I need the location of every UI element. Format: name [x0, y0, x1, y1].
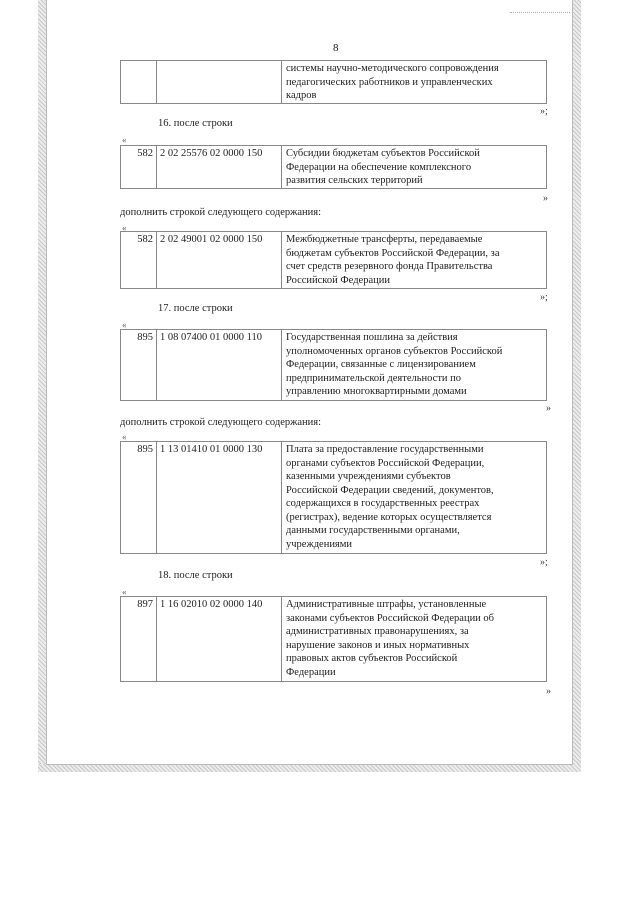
- row-code: [121, 61, 157, 103]
- table-row: [120, 231, 547, 289]
- row-kbk: [157, 61, 282, 103]
- description-line: уполномоченных органов субъектов Российской: [286, 345, 503, 357]
- page-shadow-bottom: [38, 764, 581, 772]
- description-line: (регистрах), ведение которых осуществляется: [286, 511, 492, 523]
- row-description: [282, 442, 546, 553]
- row-description: [282, 61, 546, 103]
- description-line: Федерации, связанные с лицензированием: [286, 359, 476, 370]
- description-line: управлению многоквартирными домами: [286, 386, 467, 397]
- closing-quote: »;: [540, 292, 548, 303]
- row-description: [282, 597, 546, 681]
- description-line: предпринимательской деятельности по: [286, 372, 462, 384]
- description-line: Плата за предоставление государственными: [286, 444, 484, 455]
- description-line: казенными учреждениями субъектов: [286, 471, 451, 482]
- opening-quote: «: [122, 587, 127, 597]
- table-row: [120, 60, 547, 104]
- description-line: законами субъектов Российской Федерации об: [286, 612, 495, 624]
- row-code: 582: [121, 232, 157, 288]
- description-line: Субсидии бюджетам субъектов Российской: [286, 148, 480, 159]
- opening-quote: «: [122, 135, 127, 145]
- description-line: органами субъектов Российской Федерации,: [286, 457, 485, 469]
- description-line: Государственная пошлина за действия: [286, 332, 458, 343]
- row-kbk: 2 02 25576 02 0000 150: [157, 146, 282, 188]
- page-number: 8: [333, 42, 339, 54]
- row-description: [282, 232, 546, 288]
- description-line: данными государственными органами,: [286, 525, 460, 536]
- row-code: 895: [121, 330, 157, 400]
- instruction-add-row: дополнить строкой следующего содержания:: [120, 417, 322, 428]
- description-line: развития сельских территорий: [286, 175, 423, 186]
- row-description: [282, 330, 546, 400]
- row-code: 582: [121, 146, 157, 188]
- description-line: Российской Федерации сведений, документов,: [286, 484, 494, 496]
- description-line: счет средств резервного фонда Правительства: [286, 261, 493, 272]
- row-description: [282, 146, 546, 188]
- row-kbk: 1 08 07400 01 0000 110: [157, 330, 282, 400]
- description-line: Межбюджетные трансферты, передаваемые: [286, 234, 483, 245]
- closing-quote: »;: [540, 106, 548, 117]
- opening-quote: «: [122, 432, 127, 442]
- closing-quote: »: [546, 403, 551, 414]
- description-line: правовых актов субъектов Российской: [286, 653, 458, 664]
- description-line: педагогических работников и управленческих: [286, 76, 493, 88]
- closing-quote: »: [543, 193, 548, 204]
- instruction-item16: 16. после строки: [158, 118, 233, 129]
- table-row: [120, 596, 547, 682]
- description-line: административных правонарушениях, за: [286, 626, 469, 637]
- description-line: Административные штрафы, установленные: [286, 599, 487, 610]
- page-shadow-left: [38, 0, 46, 770]
- instruction-item17: 17. после строки: [158, 303, 233, 314]
- description-line: содержащихся в государственных реестрах: [286, 498, 480, 509]
- row-code: 895: [121, 442, 157, 553]
- row-kbk: 1 13 01410 01 0000 130: [157, 442, 282, 553]
- description-line: учреждениями: [286, 538, 353, 550]
- opening-quote: «: [122, 223, 127, 233]
- opening-quote: «: [122, 320, 127, 330]
- row-code: 897: [121, 597, 157, 681]
- header-dotted-line: [510, 12, 570, 13]
- instruction-item18: 18. после строки: [158, 570, 233, 581]
- instruction-add-row: дополнить строкой следующего содержания:: [120, 207, 322, 218]
- description-line: Федерации на обеспечение комплексного: [286, 161, 472, 173]
- description-line: кадров: [286, 90, 317, 101]
- closing-quote: »;: [540, 557, 548, 568]
- description-line: системы научно-методического сопровождения: [286, 63, 499, 74]
- table-row: [120, 441, 547, 554]
- description-line: нарушение законов и иных нормативных: [286, 639, 470, 651]
- row-kbk: 1 16 02010 02 0000 140: [157, 597, 282, 681]
- description-line: Федерации: [286, 666, 336, 678]
- closing-quote: »: [546, 686, 551, 697]
- table-row: [120, 145, 547, 189]
- description-line: Российской Федерации: [286, 274, 390, 286]
- row-kbk: 2 02 49001 02 0000 150: [157, 232, 282, 288]
- description-line: бюджетам субъектов Российской Федерации, за: [286, 247, 500, 259]
- table-row: [120, 329, 547, 401]
